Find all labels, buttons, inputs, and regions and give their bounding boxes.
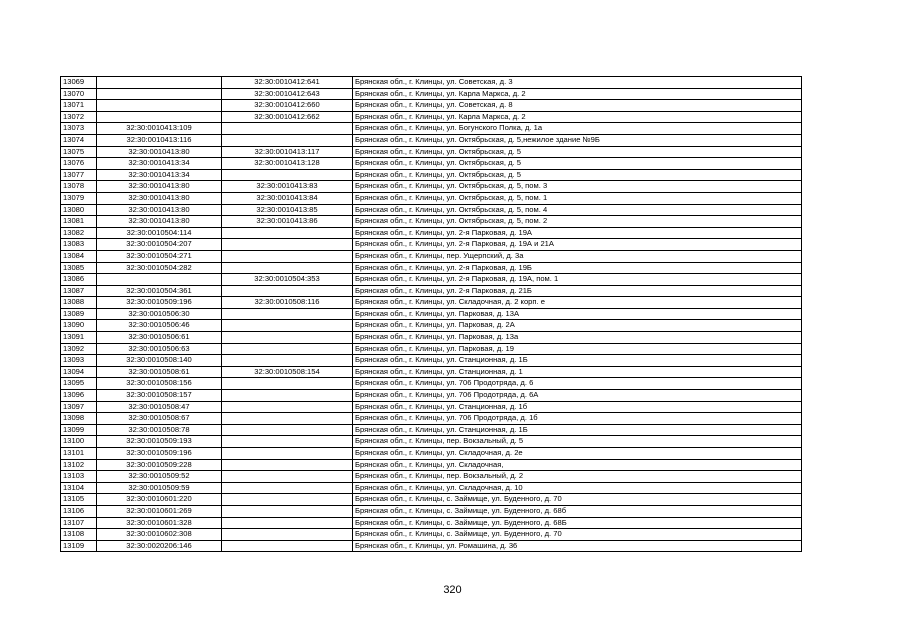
table-row xyxy=(61,390,802,402)
row-number-cell: 13069 xyxy=(61,77,97,89)
cadastral-number-cell: 32:30:0010506:61 xyxy=(97,332,222,344)
row-number-cell: 13090 xyxy=(61,320,97,332)
row-number-cell: 13071 xyxy=(61,100,97,112)
cadastral-number-cell: 32:30:0010508:78 xyxy=(97,424,222,436)
row-number-cell: 13076 xyxy=(61,158,97,170)
address-cell: Брянская обл., г. Клинцы, ул. Станционная, д. 1 xyxy=(353,366,802,378)
cadastral-number-cell: 32:30:0010509:228 xyxy=(97,459,222,471)
table-row xyxy=(61,169,802,181)
table-row xyxy=(61,250,802,262)
address-cell: Брянская обл., г. Клинцы, ул. Станционная, д. 1б xyxy=(353,401,802,413)
row-number-cell: 13102 xyxy=(61,459,97,471)
row-number-cell: 13081 xyxy=(61,216,97,228)
secondary-cadastral-number-cell xyxy=(222,227,353,239)
table-body xyxy=(61,77,802,552)
cadastral-number-cell: 32:30:0010413:80 xyxy=(97,204,222,216)
row-number-cell: 13080 xyxy=(61,204,97,216)
row-number-cell: 13098 xyxy=(61,413,97,425)
table-row xyxy=(61,378,802,390)
secondary-cadastral-number-cell: 32:30:0010413:83 xyxy=(222,181,353,193)
address-cell: Брянская обл., г. Клинцы, ул. Станционная, д. 1Б xyxy=(353,355,802,367)
table-row xyxy=(61,100,802,112)
address-cell: Брянская обл., г. Клинцы, ул. 2-я Парковая, д. 19А, пом. 1 xyxy=(353,274,802,286)
address-cell: Брянская обл., г. Клинцы, ул. Октябрьская, д. 5, пом. 3 xyxy=(353,181,802,193)
table-row xyxy=(61,274,802,286)
row-number-cell: 13073 xyxy=(61,123,97,135)
address-cell: Брянская обл., г. Клинцы, ул. 706 Продотряда, д. 6 xyxy=(353,378,802,390)
cadastral-number-cell: 32:30:0010601:269 xyxy=(97,505,222,517)
row-number-cell: 13079 xyxy=(61,192,97,204)
row-number-cell: 13100 xyxy=(61,436,97,448)
table-row xyxy=(61,227,802,239)
secondary-cadastral-number-cell: 32:30:0010412:643 xyxy=(222,88,353,100)
row-number-cell: 13109 xyxy=(61,540,97,552)
cadastral-number-cell: 32:30:0010504:207 xyxy=(97,239,222,251)
cadastral-number-cell: 32:30:0010509:59 xyxy=(97,482,222,494)
cadastral-number-cell: 32:30:0010413:80 xyxy=(97,216,222,228)
address-cell: Брянская обл., г. Клинцы, пер. Вокзальный, д. 5 xyxy=(353,436,802,448)
row-number-cell: 13077 xyxy=(61,169,97,181)
row-number-cell: 13103 xyxy=(61,471,97,483)
table-row xyxy=(61,320,802,332)
cadastral-number-cell: 32:30:0010508:67 xyxy=(97,413,222,425)
address-cell: Брянская обл., г. Клинцы, ул. 2-я Парковая, д. 19Б xyxy=(353,262,802,274)
address-cell: Брянская обл., г. Клинцы, пер. Ущерпский, д. 3а xyxy=(353,250,802,262)
secondary-cadastral-number-cell xyxy=(222,540,353,552)
table-row xyxy=(61,216,802,228)
address-cell: Брянская обл., г. Клинцы, с. Займище, ул. Буденного, д. 68Б xyxy=(353,517,802,529)
row-number-cell: 13097 xyxy=(61,401,97,413)
row-number-cell: 13084 xyxy=(61,250,97,262)
table-row xyxy=(61,158,802,170)
address-cell: Брянская обл., г. Клинцы, ул. Советская, д. 8 xyxy=(353,100,802,112)
secondary-cadastral-number-cell: 32:30:0010412:641 xyxy=(222,77,353,89)
address-cell: Брянская обл., г. Клинцы, ул. Ромашина, д. 36 xyxy=(353,540,802,552)
address-cell: Брянская обл., г. Клинцы, ул. Октябрьская, д. 5 xyxy=(353,158,802,170)
table-row xyxy=(61,482,802,494)
row-number-cell: 13107 xyxy=(61,517,97,529)
cadastral-number-cell: 32:30:0010413:34 xyxy=(97,169,222,181)
cadastral-number-cell: 32:30:0010504:361 xyxy=(97,285,222,297)
row-number-cell: 13086 xyxy=(61,274,97,286)
address-cell: Брянская обл., г. Клинцы, ул. Станционная, д. 1Б xyxy=(353,424,802,436)
address-cell: Брянская обл., г. Клинцы, ул. Складочная, д. 10 xyxy=(353,482,802,494)
cadastral-number-cell xyxy=(97,88,222,100)
secondary-cadastral-number-cell xyxy=(222,134,353,146)
cadastral-number-cell xyxy=(97,100,222,112)
address-cell: Брянская обл., г. Клинцы, ул. Парковая, д. 13а xyxy=(353,332,802,344)
row-number-cell: 13092 xyxy=(61,343,97,355)
table-row xyxy=(61,494,802,506)
secondary-cadastral-number-cell: 32:30:0010413:86 xyxy=(222,216,353,228)
secondary-cadastral-number-cell xyxy=(222,413,353,425)
row-number-cell: 13087 xyxy=(61,285,97,297)
cadastral-number-cell: 32:30:0010509:196 xyxy=(97,448,222,460)
cadastral-number-cell: 32:30:0010509:196 xyxy=(97,297,222,309)
row-number-cell: 13074 xyxy=(61,134,97,146)
row-number-cell: 13096 xyxy=(61,390,97,402)
cadastral-number-cell: 32:30:0010413:80 xyxy=(97,146,222,158)
table-row xyxy=(61,181,802,193)
secondary-cadastral-number-cell xyxy=(222,239,353,251)
row-number-cell: 13101 xyxy=(61,448,97,460)
table-row xyxy=(61,297,802,309)
address-cell: Брянская обл., г. Клинцы, ул. 706 Продотряда, д. 1б xyxy=(353,413,802,425)
row-number-cell: 13072 xyxy=(61,111,97,123)
row-number-cell: 13106 xyxy=(61,505,97,517)
secondary-cadastral-number-cell xyxy=(222,378,353,390)
secondary-cadastral-number-cell xyxy=(222,250,353,262)
cadastral-number-cell: 32:30:0010506:63 xyxy=(97,343,222,355)
row-number-cell: 13091 xyxy=(61,332,97,344)
cadastral-number-cell: 32:30:0010504:282 xyxy=(97,262,222,274)
cadastral-number-cell: 32:30:0010413:116 xyxy=(97,134,222,146)
address-cell: Брянская обл., г. Клинцы, ул. Парковая, д. 13А xyxy=(353,308,802,320)
address-cell: Брянская обл., г. Клинцы, ул. Карла Маркса, д. 2 xyxy=(353,88,802,100)
row-number-cell: 13104 xyxy=(61,482,97,494)
secondary-cadastral-number-cell xyxy=(222,332,353,344)
table-row xyxy=(61,111,802,123)
table-row xyxy=(61,448,802,460)
secondary-cadastral-number-cell xyxy=(222,529,353,541)
cadastral-number-cell: 32:30:0010602:308 xyxy=(97,529,222,541)
secondary-cadastral-number-cell xyxy=(222,320,353,332)
address-cell: Брянская обл., г. Клинцы, ул. Октябрьская, д. 5, пом. 4 xyxy=(353,204,802,216)
table-row xyxy=(61,192,802,204)
cadastral-number-cell: 32:30:0010508:157 xyxy=(97,390,222,402)
secondary-cadastral-number-cell xyxy=(222,401,353,413)
address-cell: Брянская обл., г. Клинцы, ул. Складочная, xyxy=(353,459,802,471)
table-row xyxy=(61,332,802,344)
row-number-cell: 13083 xyxy=(61,239,97,251)
address-cell: Брянская обл., г. Клинцы, ул. Октябрьская, д. 5,нежилое здание №9Б xyxy=(353,134,802,146)
address-cell: Брянская обл., г. Клинцы, ул. Богунского Полка, д. 1а xyxy=(353,123,802,135)
secondary-cadastral-number-cell xyxy=(222,448,353,460)
secondary-cadastral-number-cell: 32:30:0010504:353 xyxy=(222,274,353,286)
secondary-cadastral-number-cell xyxy=(222,308,353,320)
address-cell: Брянская обл., г. Клинцы, ул. 706 Продотряда, д. 6А xyxy=(353,390,802,402)
table-row xyxy=(61,459,802,471)
table-row xyxy=(61,471,802,483)
cadastral-number-cell xyxy=(97,77,222,89)
address-cell: Брянская обл., г. Клинцы, ул. Парковая, д. 19 xyxy=(353,343,802,355)
table-row xyxy=(61,88,802,100)
table-row xyxy=(61,424,802,436)
cadastral-number-cell: 32:30:0010508:61 xyxy=(97,366,222,378)
table-row xyxy=(61,517,802,529)
cadastral-number-cell: 32:30:0010508:156 xyxy=(97,378,222,390)
row-number-cell: 13085 xyxy=(61,262,97,274)
row-number-cell: 13094 xyxy=(61,366,97,378)
row-number-cell: 13082 xyxy=(61,227,97,239)
table-row xyxy=(61,77,802,89)
address-cell: Брянская обл., г. Клинцы, с. Займище, ул. Буденного, д. 70 xyxy=(353,529,802,541)
cadastral-number-cell: 32:30:0010504:271 xyxy=(97,250,222,262)
secondary-cadastral-number-cell: 32:30:0010413:84 xyxy=(222,192,353,204)
secondary-cadastral-number-cell xyxy=(222,343,353,355)
table-row xyxy=(61,529,802,541)
table-row xyxy=(61,308,802,320)
secondary-cadastral-number-cell: 32:30:0010508:116 xyxy=(222,297,353,309)
table-row xyxy=(61,355,802,367)
table-row xyxy=(61,204,802,216)
cadastral-number-cell: 32:30:0010413:80 xyxy=(97,192,222,204)
secondary-cadastral-number-cell xyxy=(222,355,353,367)
row-number-cell: 13078 xyxy=(61,181,97,193)
cadastral-number-cell: 32:30:0010504:114 xyxy=(97,227,222,239)
table-row xyxy=(61,436,802,448)
table-row xyxy=(61,146,802,158)
cadastral-number-cell: 32:30:0010506:30 xyxy=(97,308,222,320)
secondary-cadastral-number-cell xyxy=(222,169,353,181)
row-number-cell: 13099 xyxy=(61,424,97,436)
table-row xyxy=(61,401,802,413)
address-cell: Брянская обл., г. Клинцы, ул. 2-я Парковая, д. 21Б xyxy=(353,285,802,297)
cadastral-number-cell xyxy=(97,274,222,286)
address-cell: Брянская обл., г. Клинцы, ул. Карла Маркса, д. 2 xyxy=(353,111,802,123)
address-cell: Брянская обл., г. Клинцы, с. Займище, ул. Буденного, д. 68б xyxy=(353,505,802,517)
table-row xyxy=(61,134,802,146)
cadastral-number-cell: 32:30:0010413:80 xyxy=(97,181,222,193)
address-cell: Брянская обл., г. Клинцы, ул. Октябрьская, д. 5, пом. 2 xyxy=(353,216,802,228)
secondary-cadastral-number-cell: 32:30:0010413:117 xyxy=(222,146,353,158)
cadastral-number-cell: 32:30:0010601:328 xyxy=(97,517,222,529)
row-number-cell: 13108 xyxy=(61,529,97,541)
cadastral-number-cell: 32:30:0020206:146 xyxy=(97,540,222,552)
secondary-cadastral-number-cell xyxy=(222,123,353,135)
row-number-cell: 13088 xyxy=(61,297,97,309)
row-number-cell: 13095 xyxy=(61,378,97,390)
address-cell: Брянская обл., г. Клинцы, пер. Вокзальный, д. 2 xyxy=(353,471,802,483)
cadastral-number-cell: 32:30:0010601:220 xyxy=(97,494,222,506)
secondary-cadastral-number-cell xyxy=(222,262,353,274)
cadastral-number-cell: 32:30:0010509:52 xyxy=(97,471,222,483)
address-cell: Брянская обл., г. Клинцы, ул. Парковая, д. 2А xyxy=(353,320,802,332)
cadastral-number-cell: 32:30:0010509:193 xyxy=(97,436,222,448)
table-row xyxy=(61,413,802,425)
secondary-cadastral-number-cell: 32:30:0010412:662 xyxy=(222,111,353,123)
address-cell: Брянская обл., г. Клинцы, ул. Складочная, д. 2е xyxy=(353,448,802,460)
table-row xyxy=(61,123,802,135)
table-row xyxy=(61,239,802,251)
address-cell: Брянская обл., г. Клинцы, ул. Октябрьская, д. 5 xyxy=(353,169,802,181)
address-cell: Брянская обл., г. Клинцы, ул. Октябрьская, д. 5, пом. 1 xyxy=(353,192,802,204)
secondary-cadastral-number-cell xyxy=(222,494,353,506)
secondary-cadastral-number-cell xyxy=(222,424,353,436)
secondary-cadastral-number-cell: 32:30:0010508:154 xyxy=(222,366,353,378)
cadastral-number-cell: 32:30:0010413:109 xyxy=(97,123,222,135)
address-cell: Брянская обл., г. Клинцы, с. Займище, ул. Буденного, д. 70 xyxy=(353,494,802,506)
table-row xyxy=(61,540,802,552)
secondary-cadastral-number-cell xyxy=(222,505,353,517)
address-cell: Брянская обл., г. Клинцы, ул. Складочная, д. 2 корп. е xyxy=(353,297,802,309)
table-row xyxy=(61,366,802,378)
secondary-cadastral-number-cell xyxy=(222,459,353,471)
table-row xyxy=(61,505,802,517)
secondary-cadastral-number-cell xyxy=(222,390,353,402)
table-row xyxy=(61,285,802,297)
row-number-cell: 13105 xyxy=(61,494,97,506)
address-cell: Брянская обл., г. Клинцы, ул. Советская, д. 3 xyxy=(353,77,802,89)
secondary-cadastral-number-cell: 32:30:0010413:128 xyxy=(222,158,353,170)
secondary-cadastral-number-cell: 32:30:0010412:660 xyxy=(222,100,353,112)
page-number: 320 xyxy=(443,584,462,596)
cadastral-number-cell: 32:30:0010508:47 xyxy=(97,401,222,413)
secondary-cadastral-number-cell xyxy=(222,517,353,529)
property-registry-table xyxy=(60,76,802,552)
address-cell: Брянская обл., г. Клинцы, ул. 2-я Парковая, д. 19А xyxy=(353,227,802,239)
secondary-cadastral-number-cell xyxy=(222,482,353,494)
table-row xyxy=(61,262,802,274)
row-number-cell: 13075 xyxy=(61,146,97,158)
secondary-cadastral-number-cell xyxy=(222,436,353,448)
cadastral-number-cell: 32:30:0010508:140 xyxy=(97,355,222,367)
row-number-cell: 13089 xyxy=(61,308,97,320)
table-row xyxy=(61,343,802,355)
row-number-cell: 13093 xyxy=(61,355,97,367)
cadastral-number-cell xyxy=(97,111,222,123)
cadastral-number-cell: 32:30:0010506:46 xyxy=(97,320,222,332)
secondary-cadastral-number-cell xyxy=(222,285,353,297)
address-cell: Брянская обл., г. Клинцы, ул. 2-я Парковая, д. 19А и 21А xyxy=(353,239,802,251)
address-cell: Брянская обл., г. Клинцы, ул. Октябрьская, д. 5 xyxy=(353,146,802,158)
secondary-cadastral-number-cell: 32:30:0010413:85 xyxy=(222,204,353,216)
cadastral-number-cell: 32:30:0010413:34 xyxy=(97,158,222,170)
row-number-cell: 13070 xyxy=(61,88,97,100)
secondary-cadastral-number-cell xyxy=(222,471,353,483)
